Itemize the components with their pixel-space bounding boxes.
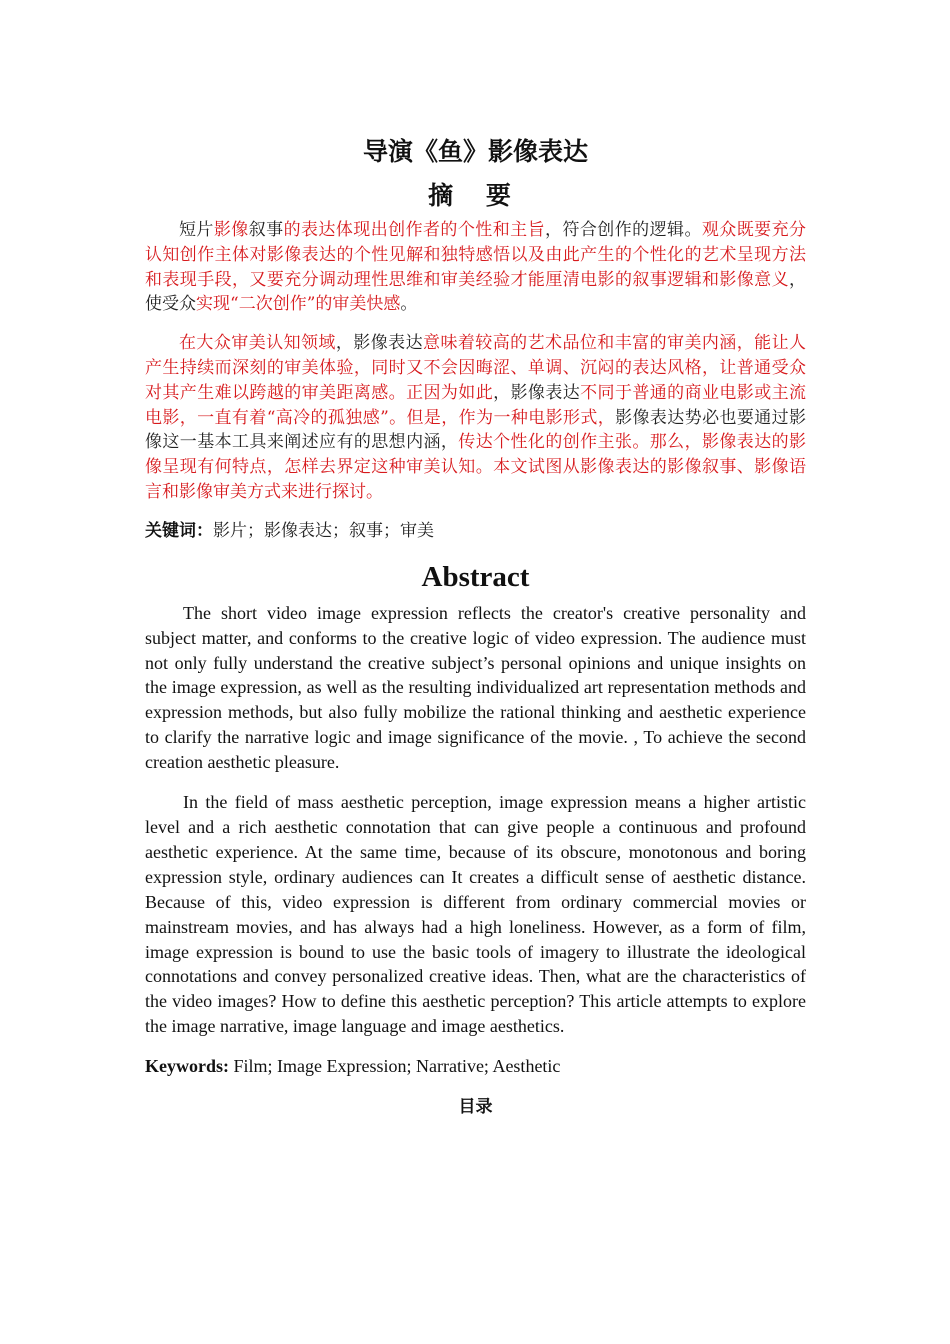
p2-seg: 影像表达势必也要通过影像这一基本工具来阐述应有的思想内涵， bbox=[145, 407, 807, 453]
abstract-cn-paragraph-1 bbox=[145, 218, 806, 317]
abstract-cn-heading: 摘 要 bbox=[428, 181, 523, 210]
p2-seg: ，影像表达 bbox=[335, 333, 424, 354]
p2-seg: 不同于普通的商业电影或主流电影，一直有着“高冷的孤独感”。但是，作为一种电影形式， bbox=[145, 382, 807, 428]
keywords-cn-label: 关键词： bbox=[145, 520, 213, 541]
p1-seg: 观众既要充分认知创作主体对影像表达的个性见解和独特感悟以及由此产生的个性化的艺术呈现方法和表现手段，又要充分调动理性思维和审美经验才能厘清电影的叙事逻辑和影像意义 bbox=[145, 220, 807, 290]
document-title: 导演《鱼》影像表达 bbox=[362, 137, 588, 166]
p2-seg: 在大众审美认知领域 bbox=[179, 333, 336, 354]
p2-seg: 意味着较高的艺术品位和丰富的审美内涵，能让人产生持续而深刻的审美体验，同时又不会因晦涩、单调、沉闷的表达风格，让普通受众对其产生难以跨越的审美距离感。正因为如此 bbox=[145, 333, 807, 403]
abstract-en-heading: Abstract bbox=[421, 560, 530, 593]
keywords-en-label: Keywords: bbox=[145, 1056, 229, 1077]
abstract-en-paragraph-1: The short video image expression reflects the creator's creative personality and subject matter, and conforms to the creative logic of video expression. The audience must not only fully understand the creative subject’s personal opinions and unique insights on the image expression, as well as the resulting individualized art representation methods and expression methods, but also fully mobilize the rational thinking and aesthetic experience to clarify the narrative logic and image significance of the movie. , To achieve the second creation aesthetic pleasure. bbox=[145, 602, 806, 773]
p1-seg: ，符合创作的逻辑。 bbox=[545, 220, 702, 240]
abstract-cn-paragraph-2 bbox=[145, 331, 806, 505]
abstract-en-paragraph-2: In the field of mass aesthetic perception, image expression means a higher artistic level and a rich aesthetic connotation that can give people a continuous and profound aesthetic experience. At the same time, because of its obscure, monotonous and boring expression style, ordinary audiences can It creates a difficult sense of aesthetic distance. Because of this, video expression is different from ordinary commercial movies or mainstream movies, and has always had a high loneliness. However, as a form of film, image expression is bound to use the basic tools of imagery to illustrate the ideological connotations and convey personalized creative ideas. Then, what are the characteristics of the video images? How to define this aesthetic perception? This article attempts to explore the image narrative, image language and image aesthetics. bbox=[145, 792, 806, 1037]
p1-seg: ，使受众 bbox=[145, 269, 806, 315]
document-page bbox=[145, 130, 806, 1122]
keywords-cn bbox=[145, 519, 806, 543]
keywords-en-value: Film; Image Expression; Narrative; Aesthetic bbox=[229, 1056, 561, 1077]
p2-seg: 影像表达的影像呈现有何特点，怎样去界定这种审美认知。本文试图从影像表达的影像叙事、影像语言和影像审美方式来进行探讨。 bbox=[145, 432, 807, 502]
p1-seg: 。 bbox=[400, 294, 418, 315]
keywords-cn-value: 影片；影像表达；叙事；审美 bbox=[213, 520, 434, 541]
p1-seg: 的表达体现出创作者的个性和主旨 bbox=[283, 220, 546, 240]
p1-seg: 影像 bbox=[213, 220, 249, 240]
toc-heading: 目录 bbox=[458, 1097, 493, 1118]
p2-seg: 传达个性化的创作主张。那么， bbox=[458, 432, 702, 453]
p1-seg: 短片 bbox=[179, 220, 214, 240]
p2-seg: ，影像表达 bbox=[493, 382, 581, 403]
p1-seg: 实现“二次创作”的审美快感 bbox=[196, 294, 401, 315]
keywords-en bbox=[145, 1054, 806, 1078]
p1-seg: 叙事 bbox=[248, 220, 284, 240]
